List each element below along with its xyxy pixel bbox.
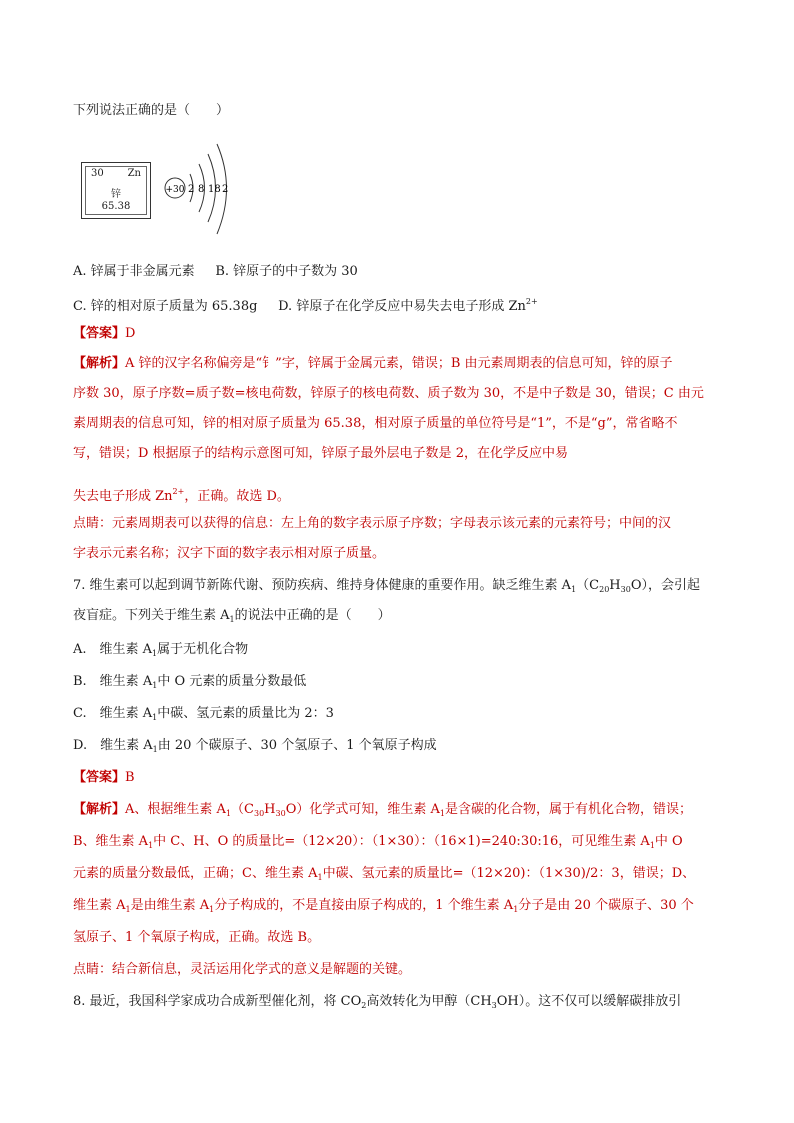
answer-value: B [125,770,135,785]
shell-electrons-4: 2 [222,184,229,195]
q7-stem-line-1: 7. 维生素可以起到调节新陈代谢、预防疾病、维持身体健康的重要作用。缺乏维生素 $A_1(C_{20}H_{30}O)$，会引起 [73,578,700,594]
analysis-line-2: 序数 30，原子序数=质子数=核电荷数，锌原子的核电荷数、质子数为 30，不是中子数是 30，错误；C 由元 [73,386,704,401]
analysis-line-1: 【解析】A 锌的汉字名称偏旁是“钅”字，锌属于金属元素，错误；B 由元素周期表的信息可知，锌的原子 [73,356,673,371]
q7-option-b: B. 维生素 $A_1$中 O 元素的质量分数最低 [73,674,307,690]
answer-label: 【答案】 [73,770,126,785]
atom-structure-diagram [160,140,240,240]
q8-stem-line-1: 8. 最近，我国科学家成功合成新型催化剂，将 $CO_2$高效转化为甲醇$(CH_3OH)$。这不仅可以缓解碳排放引 [73,994,682,1010]
element-name: 锌 [111,189,121,200]
q7-analysis-line-5: 氢原子、1 个氧原子构成，正确。故选 B。 [73,930,321,945]
answer-value: D [125,326,136,341]
q7-option-a: A. 维生素 $A_1$属于无机化合物 [73,642,249,658]
tip-line-1: 点睛：元素周期表可以获得的信息：左上角的数字表示原子序数；字母表示该元素的元素符号；中间的汉 [73,516,672,531]
option-c: C. 锌的相对原子质量为 65.38g [73,299,258,314]
options-row-cd [73,292,538,317]
shell-electrons-1: 2 [188,184,195,195]
analysis-line-5: 失去电子形成 $Zn^{2+}$，正确。故选 D。 [73,487,290,504]
q7-answer-line [73,768,135,788]
atomic-mass: 65.38 [101,201,131,212]
option-d-superscript: 2+ [525,297,538,306]
nucleus-charge: +30 [165,185,185,195]
question-stem: 下列说法正确的是（ ） [73,103,230,118]
q7-analysis-line-4: 维生素 $A_1$是由维生素 $A_1$分子构成的，不是直接由原子构成的，1 个维生素 $A_1$分子是由 20 个碳原子、30 个 [73,898,694,914]
option-d: D. 锌原子在化学反应中易失去电子形成 Zn [278,299,526,314]
option-b: B. 锌原子的中子数为 30 [215,264,358,279]
answer-label: 【答案】 [73,326,126,341]
q7-analysis-line-2: B、维生素 $A_1$中 C、H、O 的质量比=（12×20）：（1×30）：（16×1)=240:30:16，可见维生素 $A_1$中 O [73,834,683,850]
answer-line [73,324,135,344]
analysis-label: 【解析】 [73,356,126,371]
q7-analysis-line-1: 【解析】A、根据维生素 $A_1(C_{30}H_{30}O)$化学式可知，维生素 $A_1$是含碳的化合物，属于有机化合物，错误； [73,802,692,818]
q7-stem-line-2: 夜盲症。下列关于维生素 $A_1$的说法中正确的是（ ） [73,608,391,624]
q7-tip: 点睛：结合新信息，灵活运用化学式的意义是解题的关键。 [73,962,412,977]
q7-option-c: C. 维生素 $A_1$中碳、氢元素的质量比为 2：3 [73,706,334,722]
option-a: A. 锌属于非金属元素 [73,264,195,279]
analysis-line-3: 素周期表的信息可知，锌的相对原子质量为 65.38，相对原子质量的单位符号是“1”，不是“g”，常省略不 [73,416,678,431]
element-symbol: Zn [127,168,141,179]
shell-electrons-3: 18 [208,184,221,195]
tip-line-2: 字表示元素名称；汉字下面的数字表示相对原子质量。 [73,546,386,561]
q7-option-d: D. 维生素 $A_1$由 20 个碳原子、30 个氢原子、1 个氧原子构成 [73,738,437,754]
atomic-number: 30 [91,168,104,179]
shell-electrons-2: 8 [198,184,205,195]
q7-analysis-line-3: 元素的质量分数最低，正确；C、维生素 $A_1$中碳、氢元素的质量比=（12×20)：（1×30)/2：3，错误；D、 [73,866,696,882]
analysis-line-4: 写，错误；D 根据原子的结构示意图可知，锌原子最外层电子数是 2，在化学反应中易 [73,446,568,461]
options-row-ab [73,262,358,282]
periodic-table-cell [81,162,151,219]
